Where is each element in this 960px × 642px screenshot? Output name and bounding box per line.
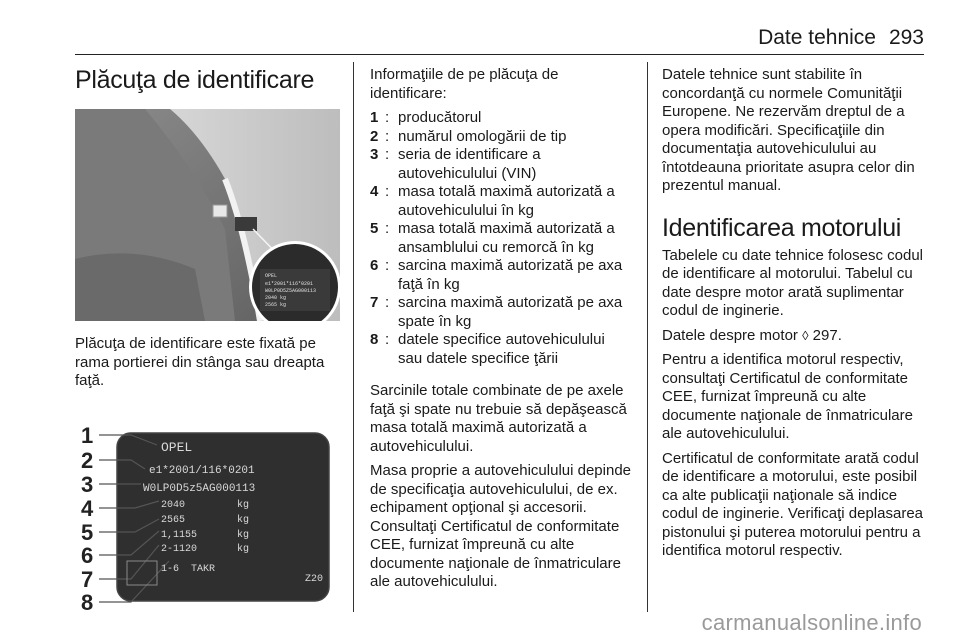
callout-1: 1 — [81, 422, 94, 448]
plate-weight-4: 2-1120 — [161, 543, 198, 555]
paragraph-engine-xref: Datele despre motor ◊ 297. — [662, 326, 842, 344]
plate-unit-1: kg — [237, 499, 250, 511]
door-frame-photo — [75, 109, 340, 321]
page-reference-icon[interactable]: ◊ — [802, 327, 809, 343]
plate-bottom-left: 1-6 — [161, 563, 180, 575]
column-2 — [370, 66, 632, 598]
paragraph-engine-code: Tabelele cu date tehnice folosesc codul de identificare al motorului. Tabelul cu date despre motor arată suplimentar codul de inginerie. — [662, 246, 924, 319]
column-1 — [75, 66, 340, 626]
plate-unit-4: kg — [237, 543, 250, 555]
column-3 — [662, 66, 926, 567]
header-rule — [75, 54, 924, 55]
callout-4: 4 — [81, 495, 94, 521]
svg-text:OPEL: OPEL — [265, 273, 278, 279]
watermark: carmanualsonline.info — [701, 610, 922, 635]
svg-text:e1*2001*116*0201: e1*2001*116*0201 — [265, 281, 314, 287]
svg-text:2565 kg: 2565 kg — [265, 302, 287, 308]
list-item: 1 : producătorul — [370, 109, 482, 126]
callout-7: 7 — [81, 566, 94, 592]
column-divider-1 — [353, 62, 354, 612]
plate-caption: Plăcuţa de identificare este fixată pe rama portierei din stânga sau dreapta faţă. — [75, 335, 325, 389]
list-item: 8 : datele specifice autovehiculului sau datele specifice ţării — [370, 331, 605, 367]
callout-2: 2 — [81, 447, 94, 473]
header-title: Date tehnice — [758, 26, 876, 49]
plate-info-list — [370, 109, 632, 368]
plate-vin: W0LP0D5z5AG000113 — [143, 482, 256, 495]
plate-info-intro: Informaţiile de pe plăcuţa de identificare: — [370, 66, 559, 102]
plate-bottom-mid: TAKR — [191, 563, 216, 575]
callout-5: 5 — [81, 519, 94, 545]
section-heading-plate: Plăcuţa de identificare — [75, 66, 315, 94]
list-item: 4 : masa totală maximă autorizată a autovehiculului în kg — [370, 183, 615, 219]
svg-text:2040 kg: 2040 kg — [265, 295, 287, 301]
list-item: 6 : sarcina maximă autorizată pe axa faţă în kg — [370, 257, 623, 293]
plate-weight-2: 2565 — [161, 514, 186, 526]
list-item: 5 : masa totală maximă autorizată a ansamblului cu remorcă în kg — [370, 220, 615, 256]
list-item: 2 : numărul omologării de tip — [370, 127, 567, 145]
paragraph-kerb-weight: Masa proprie a autovehiculului depinde de specificaţia autovehiculului, de ex. echipament opţional şi accesorii. Consultaţi Certificatul de conformitate CEE, furnizat împreună cu alte documente naţionale de înmatriculare ale autovehiculului. — [370, 462, 632, 590]
plate-approval: e1*2001/116*0201 — [149, 464, 255, 477]
identification-plate-diagram — [75, 411, 340, 626]
page-number: 293 — [888, 26, 924, 49]
paragraph-tech-data: Datele tehnice sunt stabilite în concordanţă cu normele Comunităţii Europene. Ne rezervăm dreptul de a opera modificări. Specificaţiile din documentaţia autovehiculului au întotdeauna prioritate asupra celor din prezentul manual. — [662, 66, 915, 194]
plate-weight-3: 1,1155 — [161, 529, 198, 541]
column-divider-2 — [647, 62, 648, 612]
plate-brand: OPEL — [161, 439, 193, 455]
svg-text:W0LP0D5Z5AG000113: W0LP0D5Z5AG000113 — [265, 288, 317, 294]
paragraph-certificate: Certificatul de conformitate arată codul de identificare a motorului, este posibil ca alte publicaţii naţionale să indice codul de inginerie. Verificaţi deplasarea pistonului şi puterea motorului pentru a identifica motorul respectiv. — [662, 449, 923, 559]
paragraph-engine-identify: Pentru a identifica motorul respectiv, consultaţi Certificatul de conformitate CEE, furnizat împreună cu alte documente naţionale de înmatriculare ale autovehiculului. — [662, 351, 913, 442]
paragraph-axle-loads: Sarcinile totale combinate de pe axele faţă şi spate nu trebuie să depăşească masa totală maximă autorizată a autovehiculului. — [370, 382, 627, 455]
section-heading-engine: Identificarea motorului — [662, 213, 902, 242]
plate-unit-3: kg — [237, 529, 250, 541]
plate-weight-1: 2040 — [161, 499, 186, 511]
plate-bottom-right: Z20 — [305, 573, 324, 585]
plate-unit-2: kg — [237, 514, 250, 526]
list-item: 3 : seria de identificare a autovehiculului (VIN) — [370, 146, 541, 182]
callout-8: 8 — [81, 589, 94, 615]
list-item: 7 : sarcina maximă autorizată pe axa spate în kg — [370, 294, 623, 330]
callout-3: 3 — [81, 471, 94, 497]
page-header — [0, 24, 960, 54]
callout-6: 6 — [81, 542, 94, 568]
